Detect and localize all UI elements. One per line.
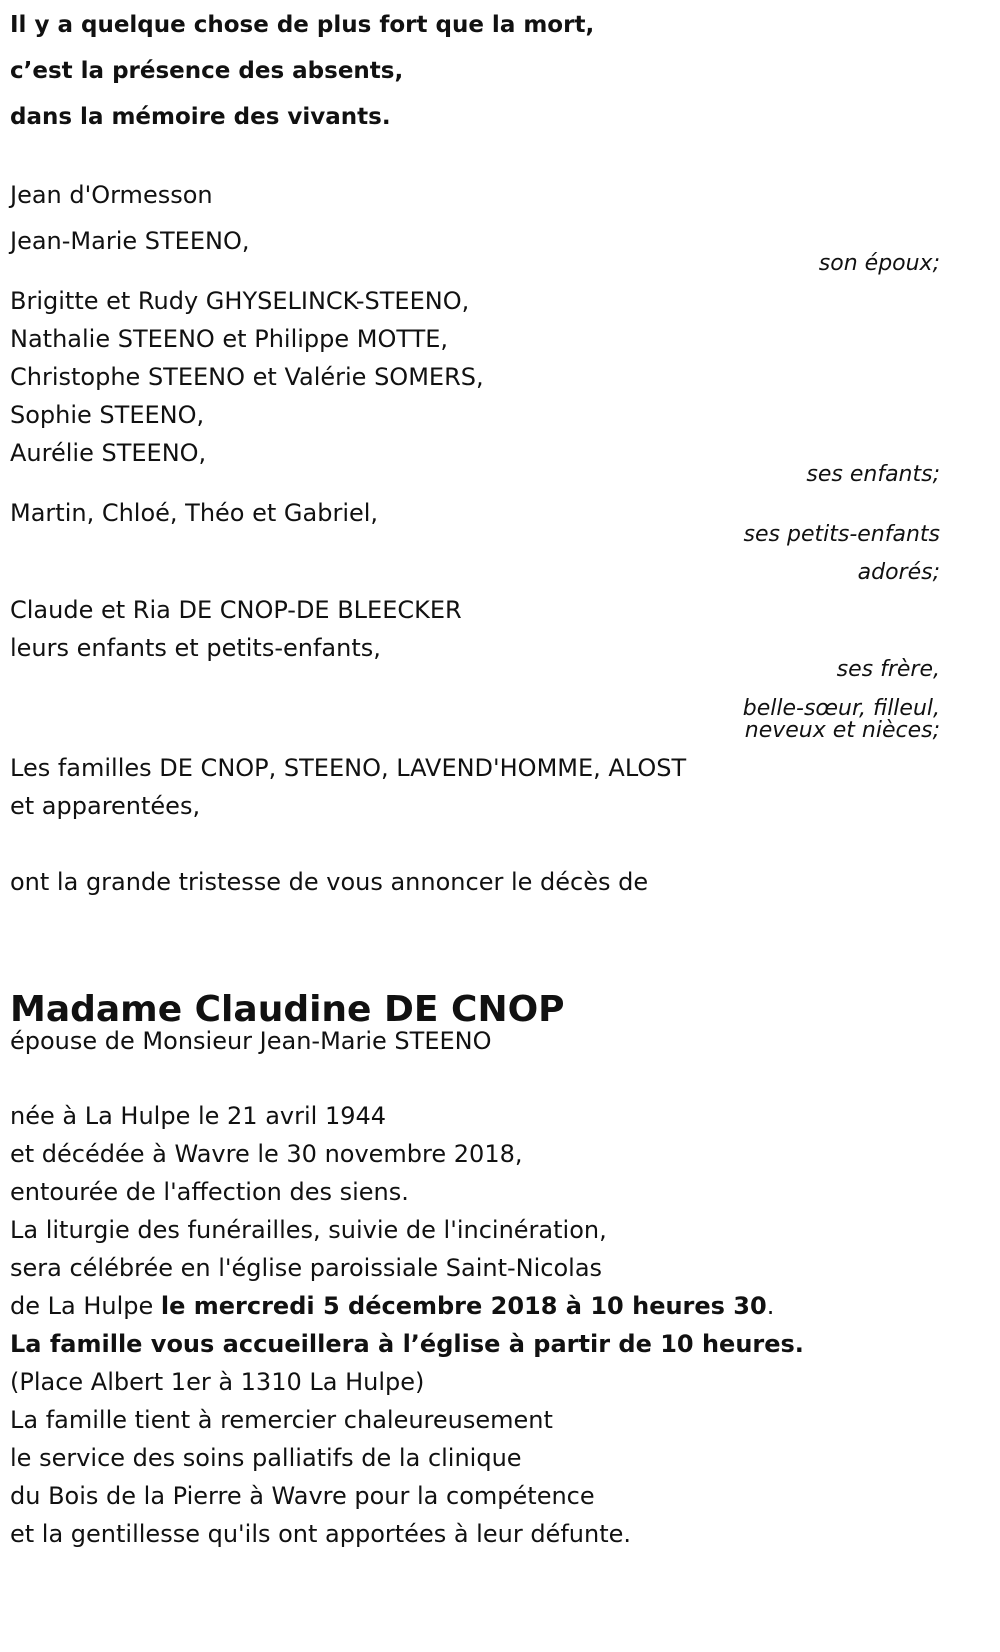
siblings-relation-1: ses frère, xyxy=(836,657,940,682)
surrounded-line: entourée de l'affection des siens. xyxy=(10,1178,409,1206)
welcome-line: La famille vous accueillera à l’église à partir de 10 heures. xyxy=(10,1330,804,1358)
quote-author: Jean d'Ormesson xyxy=(10,181,213,209)
deceased-name: Madame Claudine DE CNOP xyxy=(10,989,565,1030)
quote-line-2: c’est la présence des absents, xyxy=(10,58,404,84)
child-line-5: Aurélie STEENO, xyxy=(10,439,207,467)
child-line-2: Nathalie STEENO et Philippe MOTTE, xyxy=(10,325,449,353)
thanks-line-3: du Bois de la Pierre à Wavre pour la compétence xyxy=(10,1482,595,1510)
funeral-date: le mercredi 5 décembre 2018 à 10 heures 30 xyxy=(160,1292,767,1320)
death-line: et décédée à Wavre le 30 novembre 2018, xyxy=(10,1140,523,1168)
siblings-relation-3: neveux et nièces; xyxy=(744,718,940,743)
child-line-4: Sophie STEENO, xyxy=(10,401,205,429)
sibling-line-2: leurs enfants et petits-enfants, xyxy=(10,634,381,662)
families-line-2: et apparentées, xyxy=(10,792,201,820)
grandchildren-names: Martin, Chloé, Théo et Gabriel, xyxy=(10,499,379,527)
spouse-relation: son époux; xyxy=(818,251,940,276)
child-line-3: Christophe STEENO et Valérie SOMERS, xyxy=(10,363,484,391)
announcement: ont la grande tristesse de vous annoncer le décès de xyxy=(10,868,649,896)
deceased-spouse-line: épouse de Monsieur Jean-Marie STEENO xyxy=(10,1027,492,1055)
families-line-1: Les familles DE CNOP, STEENO, LAVEND'HOMME, ALOST xyxy=(10,754,687,782)
grandchildren-relation-2: adorés; xyxy=(857,560,940,585)
thanks-line-2: le service des soins palliatifs de la clinique xyxy=(10,1444,522,1472)
address-line: (Place Albert 1er à 1310 La Hulpe) xyxy=(10,1368,425,1396)
grandchildren-relation-1: ses petits-enfants xyxy=(743,522,940,547)
birth-line: née à La Hulpe le 21 avril 1944 xyxy=(10,1102,387,1130)
quote-line-1: Il y a quelque chose de plus fort que la mort, xyxy=(10,12,595,38)
child-line-1: Brigitte et Rudy GHYSELINCK-STEENO, xyxy=(10,287,470,315)
liturgy-line-3 xyxy=(10,1287,774,1325)
liturgy-line-2: sera célébrée en l'église paroissiale Saint-Nicolas xyxy=(10,1254,603,1282)
children-relation: ses enfants; xyxy=(806,462,940,487)
thanks-line-4: et la gentillesse qu'ils ont apportées à leur défunte. xyxy=(10,1520,631,1548)
siblings-relation-2: belle-sœur, filleul, xyxy=(742,696,940,721)
quote-line-3: dans la mémoire des vivants. xyxy=(10,104,391,130)
spouse-name: Jean-Marie STEENO, xyxy=(10,227,250,255)
liturgy-line-3-prefix: de La Hulpe xyxy=(10,1292,161,1320)
thanks-line-1: La famille tient à remercier chaleureusement xyxy=(10,1406,553,1434)
sibling-line-1: Claude et Ria DE CNOP-DE BLEECKER xyxy=(10,596,462,624)
liturgy-line-3-suffix: . xyxy=(766,1292,775,1320)
liturgy-line-1: La liturgie des funérailles, suivie de l'incinération, xyxy=(10,1216,607,1244)
